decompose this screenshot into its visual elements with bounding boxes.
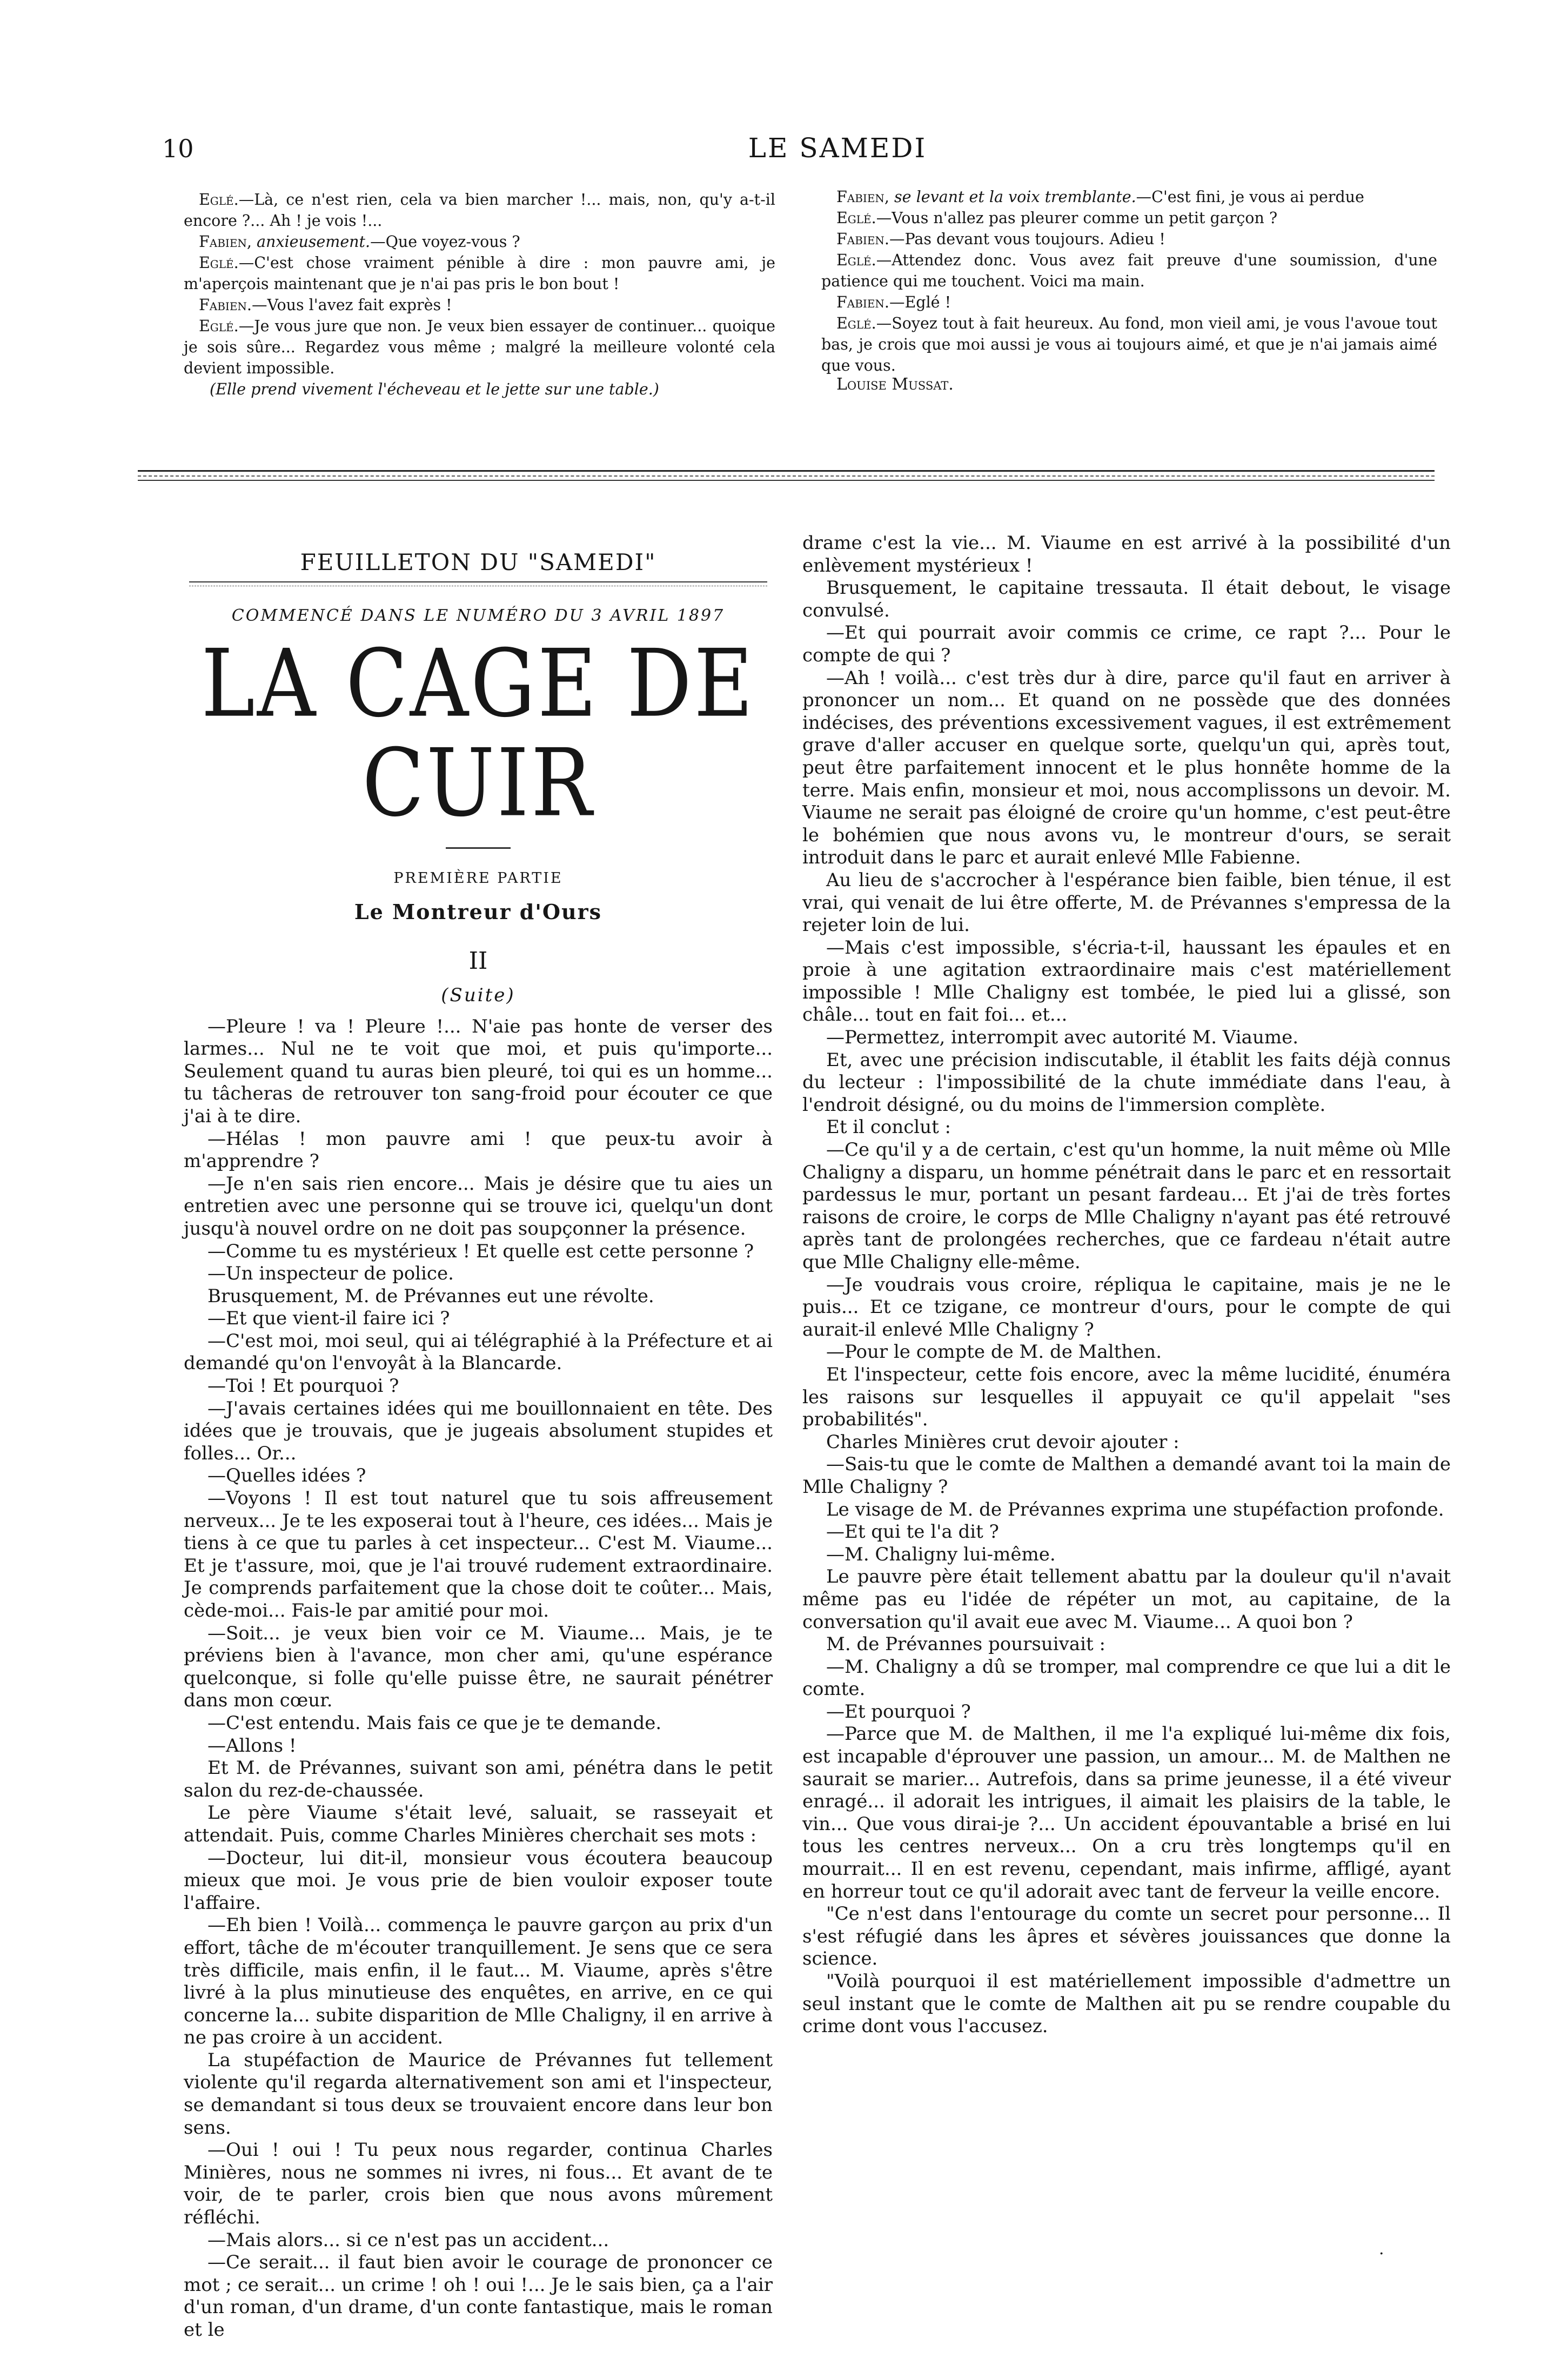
page-mark: .	[1379, 2240, 1384, 2259]
dialogue-line: Fabien.—Pas devant vous toujours. Adieu !	[836, 230, 1165, 248]
paragraph: —Parce que M. de Malthen, il me l'a expliqué lui-même dix fois, est incapable d'éprouver une passion, un amour... M. de Malthen ne saurait se marier... Autrefois, dans sa prime jeunesse, il a été viveur enragé... il adorait les intrigues, il aimait les plaisirs de la table, le vin... Que vous dirai-je ?... Un accident épouvantable a brisé en lui tous les centres nerveux... On a cru très longtemps qu'il en mourrait... Il en est revenu, cependant, mais infirme, affligé, ayant en horreur tout ce qu'il adorait avec tant de ferveur la veille encore.	[802, 1723, 1451, 1902]
paragraph: Brusquement, M. de Prévannes eut une révolte.	[207, 1285, 654, 1307]
paragraph: —Pleure ! va ! Pleure !... N'aie pas honte de verser des larmes... Nul ne te voit que moi, et puis qu'importe... Seulement quand tu auras bien pleuré, toi qui es un homme... tu tâcheras de retrouver ton sang-froid pour écouter ce que j'ai à te dire.	[184, 1015, 773, 1127]
paragraph: M. de Prévannes poursuivait :	[826, 1633, 1105, 1656]
paragraph: —Sais-tu que le comte de Malthen a demandé avant toi la main de Mlle Chaligny ?	[802, 1453, 1451, 1498]
paragraph: Le pauvre père était tellement abattu par la douleur qu'il n'avait même pas eu l'idée de répéter un mot, au capitaine, de la conversation qu'il avait eue avec M. Viaume... A quoi bon ?	[802, 1566, 1451, 1633]
paragraph: —Oui ! oui ! Tu peux nous regarder, continua Charles Minières, nous ne sommes ni ivres, ni fous... Et avant de te voir, de te parler, crois bien que nous avons mûrement réfléchi.	[184, 2139, 773, 2229]
paragraph: —Ah ! voilà... c'est très dur à dire, parce qu'il faut en arriver à prononcer un nom... Et quand on ne possède que des données indécises, des préventions excessivement vagues, il est extrêmement grave d'aller accuser en quelque sorte, quelqu'un qui, après tout, peut être parfaitement innocent et le plus honnête homme de la terre. Mais enfin, monsieur et moi, nous accomplissons un devoir. M. Viaume ne serait pas éloigné de croire qu'un homme, c'est peut-être le bohémien que nous avons vu, le montreur d'ours, se serait introduit dans le parc et aurait enlevé Mlle Fabienne.	[802, 667, 1451, 869]
paragraph: —M. Chaligny lui-même.	[826, 1543, 1056, 1565]
paragraph: —Voyons ! Il est tout naturel que tu sois affreusement nerveux... Je te les exposerai tout à l'heure, ces idées... Mais je tiens à ce que tu parles à cet inspecteur... C'est M. Viaume... Et je t'assure, moi, que je l'ai trouvé rudement extraordinaire. Je comprends parfaitement que la chose doit te coûter... Mais, cède-moi... Fais-le par amitié pour moi.	[184, 1487, 773, 1621]
part-label: PREMIÈRE PARTIE	[393, 870, 563, 887]
paragraph: —Docteur, lui dit-il, monsieur vous écoutera beaucoup mieux que moi. Je vous prie de bien vouloir exposer toute l'affaire.	[184, 1847, 773, 1914]
paragraph: —Je voudrais vous croire, répliqua le capitaine, mais je ne le puis... Et ce tzigane, ce montreur d'ours, pour le compte de qui aurait-il enlevé Mlle Chaligny ?	[802, 1274, 1451, 1341]
dialogue-line: Eglé.—Attendez donc. Vous avez fait preuve d'une soumission, d'une patience qui me touchent. Voici ma main.	[821, 251, 1437, 290]
paragraph: —Ce qu'il y a de certain, c'est qu'un homme, la nuit même où Mlle Chaligny a disparu, un homme pénétrait dans le parc et en ressortait pardessus le mur, portant un pesant fardeau... Et j'ai de très fortes raisons de croire, le corps de Mlle Chaligny n'ayant pas été retrouvé après tant de prolongées recherches, que ce fardeau n'était autre que Mlle Chaligny elle-même.	[802, 1139, 1451, 1273]
paragraph: "Ce n'est dans l'entourage du comte un secret pour personne... Il s'est réfugié dans les âpres et sévères jouissances que donne la science.	[802, 1903, 1451, 1970]
paragraph: —Comme tu es mystérieux ! Et quelle est cette personne ?	[207, 1240, 754, 1262]
left-column	[184, 551, 773, 2342]
paragraph: Et il conclut :	[826, 1116, 951, 1138]
paragraph: —Et que vient-il faire ici ?	[207, 1308, 450, 1330]
header-rule	[189, 581, 767, 586]
paragraph: —Mais alors... si ce n'est pas un accident...	[207, 2229, 609, 2251]
title-rule	[446, 847, 511, 849]
top-right-dialogue	[821, 186, 1437, 395]
paragraph: drame c'est la vie... M. Viaume en est arrivé à la possibilité d'un enlèvement mystérieux !	[802, 532, 1451, 577]
paragraph: —C'est moi, moi seul, qui ai télégraphié à la Préfecture et ai demandé qu'on l'envoyât à la Blancarde.	[184, 1330, 773, 1375]
paragraph: —C'est entendu. Mais fais ce que je te demande.	[207, 1712, 662, 1734]
story-title: LA CAGE DE CUIR	[201, 630, 755, 838]
paragraph: —Et pourquoi ?	[826, 1700, 971, 1723]
paragraph: —Toi ! Et pourquoi ?	[207, 1375, 399, 1397]
paragraph: Le père Viaume s'était levé, saluait, se rasseyait et attendait. Puis, comme Charles Minières cherchait ses mots :	[184, 1802, 773, 1846]
paragraph: —Eh bien ! Voilà... commença le pauvre garçon au prix d'un effort, tâche de m'écouter tranquillement. Je sens que ce sera très difficile, mais enfin, il le faut... M. Viaume, après s'être livré à la plus minutieuse des enquêtes, en arrive, en ce qui concerne la... subite disparition de Mlle Chaligny, il en arrive à ne pas croire à un accident.	[184, 1914, 773, 2049]
dialogue-line: Eglé.—Là, ce n'est rien, cela va bien marcher !... mais, non, qu'y a-t-il encore ?... Ah ! je vois !...	[184, 191, 775, 230]
paragraph: Et, avec une précision indiscutable, il établit les faits déjà connus du lecteur : l'impossibilité de la chute immédiate dans l'eau, à l'endroit désigné, ou du moins de l'immersion complète.	[802, 1049, 1451, 1116]
paragraph: Et l'inspecteur, cette fois encore, avec la même lucidité, énuméra les raisons sur lesquelles il appuyait ce qu'il appelait "ses probabilités".	[802, 1363, 1451, 1431]
separator-rule	[138, 470, 1435, 472]
part-title: Le Montreur d'Ours	[354, 899, 602, 924]
paragraph: —J'avais certaines idées qui me bouillonnaient en tête. Des idées que je trouvais, que je jugeais absolument stupides et folles... Or...	[184, 1397, 773, 1464]
paragraph: —Et qui te l'a dit ?	[826, 1521, 999, 1543]
paragraph: —Quelles idées ?	[207, 1465, 366, 1487]
paragraph: Charles Minières crut devoir ajouter :	[826, 1431, 1180, 1453]
paragraph: —Hélas ! mon pauvre ami ! que peux-tu avoir à m'apprendre ?	[184, 1128, 773, 1172]
dialogue-line: Fabien, anxieusement.—Que voyez-vous ?	[199, 233, 520, 251]
paragraph: —Mais c'est impossible, s'écria-t-il, haussant les épaules et en proie à une agitation extraordinaire mais c'est matériellement impossible ! Mlle Chaligny est tombée, le pied lui a glissé, son châle... tout en fait foi... et...	[802, 936, 1451, 1026]
paragraph: —Permettez, interrompit avec autorité M. Viaume.	[826, 1027, 1299, 1049]
separator-rule	[138, 475, 1435, 477]
dialogue-line: Eglé.—Soyez tout à fait heureux. Au fond, mon vieil ami, je vous l'avoue tout bas, je crois que moi aussi je vous ai toujours aimé, et que je n'ai jamais aimé que vous.	[821, 314, 1437, 374]
left-column-body	[184, 1016, 773, 2342]
paragraph: Brusquement, le capitaine tressauta. Il était debout, le visage convulsé.	[802, 577, 1451, 621]
paragraph: —Pour le compte de M. de Malthen.	[826, 1341, 1162, 1363]
separator-rule	[138, 480, 1435, 481]
right-column	[802, 532, 1451, 2038]
paragraph: —Je n'en sais rien encore... Mais je désire que tu aies un entretien avec une personne qui se trouve ici, quelqu'un dont jusqu'à nouvel ordre on ne doit pas soupçonner la présence.	[184, 1172, 773, 1239]
paragraph: La stupéfaction de Maurice de Prévannes fut tellement violente qu'il regarda alternativement son ami et l'inspecteur, se demandant si tous deux se trouvaient encore dans leur bon sens.	[184, 2049, 773, 2139]
author-signature: Louise Mussat.	[836, 375, 954, 394]
paragraph: Et M. de Prévannes, suivant son ami, pénétra dans le petit salon du rez-de-chaussée.	[184, 1757, 773, 1801]
paragraph: Le visage de M. de Prévannes exprima une stupéfaction profonde.	[826, 1498, 1444, 1520]
paragraph: —Soit... je veux bien voir ce M. Viaume... Mais, je te préviens bien à l'avance, mon cher ami, qu'une espérance quelconque, si folle qu'elle puisse être, ne saurait pénétrer dans mon cœur.	[184, 1622, 773, 1712]
suite-label: (Suite)	[441, 984, 515, 1006]
paragraph: "Voilà pourquoi il est matériellement impossible d'admettre un seul instant que le comte de Malthen ait pu se rendre coupable du crime dont vous l'accusez.	[802, 1971, 1451, 2038]
paragraph: —Ce serait... il faut bien avoir le courage de prononcer ce mot ; ce serait... un crime ! oh ! oui !... Je le sais bien, ça a l'air d'un roman, d'un drame, d'un conte fantastique, mais le roman et le	[184, 2252, 773, 2341]
paragraph: —Allons !	[207, 1734, 297, 1757]
feuilleton-header: FEUILLETON DU "SAMEDI"	[300, 549, 656, 575]
feuilleton-subtitle: COMMENCÉ DANS LE NUMÉRO DU 3 AVRIL 1897	[231, 606, 725, 625]
dialogue-line: Eglé.—Vous n'allez pas pleurer comme un petit garçon ?	[836, 209, 1278, 227]
dialogue-line: Fabien, se levant et la voix tremblante.—C'est fini, je vous ai perdue	[836, 188, 1364, 206]
page-number: 10	[162, 134, 194, 163]
dialogue-line: Eglé.—C'est chose vraiment pénible à dire : mon pauvre ami, je m'aperçois maintenant que je n'ai pas pris le bon bout !	[184, 254, 775, 293]
paragraph: Au lieu de s'accrocher à l'espérance bien faible, bien ténue, il est vrai, qui venait de lui être offerte, M. de Prévannes s'empressa de la rejeter loin de lui.	[802, 869, 1451, 936]
dialogue-line: Fabien.—Eglé !	[836, 293, 951, 311]
top-left-dialogue	[184, 189, 775, 400]
dialogue-line: Fabien.—Vous l'avez fait exprès !	[199, 296, 452, 314]
right-column-body	[802, 532, 1451, 2038]
paragraph: —Et qui pourrait avoir commis ce crime, ce rapt ?... Pour le compte de qui ?	[802, 622, 1451, 666]
paragraph: —Un inspecteur de police.	[207, 1263, 454, 1285]
running-title: LE SAMEDI	[748, 132, 927, 164]
dialogue-line: Eglé.—Je vous jure que non. Je veux bien essayer de continuer... quoique je sois sûre... Regardez vous même ; malgré la meilleure volonté cela devient impossible.	[184, 317, 775, 377]
paragraph: —M. Chaligny a dû se tromper, mal comprendre ce que lui a dit le comte.	[802, 1656, 1451, 1700]
chapter-number: II	[468, 947, 488, 975]
stage-direction: (Elle prend vivement l'écheveau et le jette sur une table.)	[210, 380, 659, 398]
